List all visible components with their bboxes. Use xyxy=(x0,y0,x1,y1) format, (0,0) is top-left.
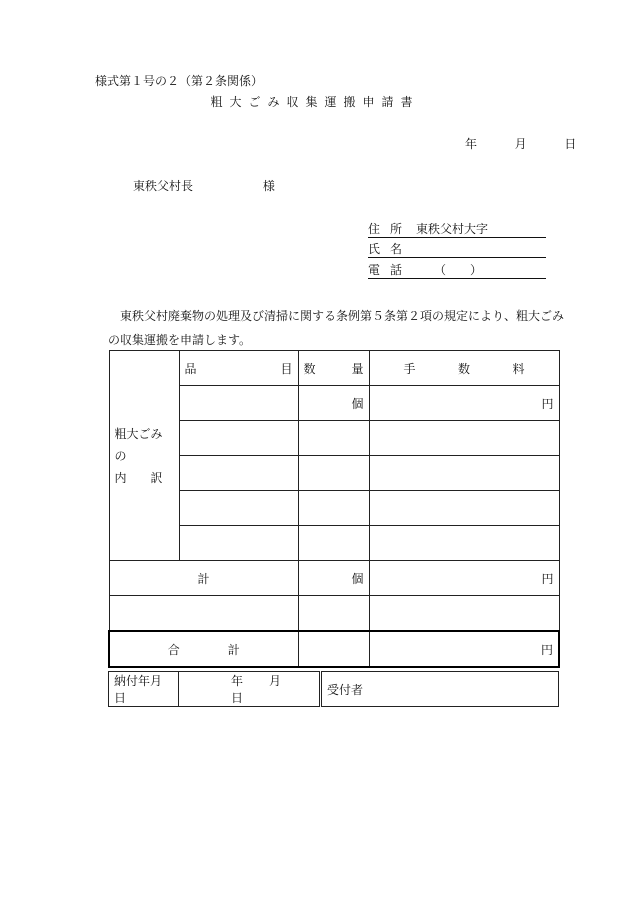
application-statement: 東秩父村廃棄物の処理及び清掃に関する条例第５条第２項の規定により、粗大ごみの収集運搬を申請します。 xyxy=(108,309,565,347)
payment-month: 月 xyxy=(269,674,282,688)
total-row xyxy=(109,631,559,667)
applicant-phone-field[interactable] xyxy=(368,261,546,279)
form-number: 様式第１号の２（第２条関係） xyxy=(95,74,264,88)
total-qty-cell[interactable] xyxy=(298,631,369,667)
fee-cell[interactable] xyxy=(369,491,559,526)
address-label: 住所 xyxy=(368,222,413,236)
applicant-address-field[interactable] xyxy=(368,220,546,238)
blank-qty-cell[interactable] xyxy=(298,596,369,632)
payment-day: 日 xyxy=(231,691,244,705)
breakdown-label-2: 内 訳 xyxy=(114,470,163,485)
table-header-row xyxy=(109,351,559,386)
col-header-fee: 手 数 料 xyxy=(369,351,559,386)
breakdown-label-1: 粗大ごみの xyxy=(114,426,163,463)
address-value: 東秩父村大字 xyxy=(416,222,489,236)
blank-fee-cell[interactable] xyxy=(369,596,559,632)
subtotal-label: 計 xyxy=(109,561,298,596)
items-table xyxy=(108,350,560,668)
phone-value: （ ） xyxy=(434,263,483,277)
application-date xyxy=(465,135,576,152)
addressee-suffix: 様 xyxy=(262,179,275,193)
qty-cell[interactable] xyxy=(298,456,369,491)
qty-cell[interactable]: 個 xyxy=(298,386,369,421)
total-fee-cell[interactable]: 円 xyxy=(369,631,559,667)
qty-cell[interactable] xyxy=(298,491,369,526)
col-header-item: 品 目 xyxy=(179,351,298,386)
fee-cell[interactable] xyxy=(369,526,559,561)
qty-cell[interactable] xyxy=(298,421,369,456)
subtotal-row xyxy=(109,561,559,596)
addressee-name: 東秩父村長 xyxy=(133,179,194,193)
subtotal-qty-cell[interactable]: 個 xyxy=(298,561,369,596)
receiver-label: 受付者 xyxy=(327,682,364,697)
applicant-name-field[interactable] xyxy=(368,240,546,258)
blank-row xyxy=(109,596,559,632)
fee-cell[interactable] xyxy=(369,456,559,491)
document-title: 粗大ごみ収集運搬申請書 xyxy=(210,95,420,109)
date-month: 月 xyxy=(514,137,527,151)
subtotal-fee-cell[interactable]: 円 xyxy=(369,561,559,596)
breakdown-label-cell xyxy=(109,351,179,561)
payment-table xyxy=(108,671,559,707)
payment-row xyxy=(109,672,559,707)
col-header-qty: 数 量 xyxy=(298,351,369,386)
receiver-cell[interactable] xyxy=(321,672,559,707)
blank-cell[interactable] xyxy=(109,596,298,632)
date-year: 年 xyxy=(465,137,478,151)
payment-year: 年 xyxy=(231,674,244,688)
total-label: 合 計 xyxy=(109,631,298,667)
payment-date-cell[interactable] xyxy=(179,672,321,707)
phone-label: 電話 xyxy=(368,263,413,277)
name-label: 氏名 xyxy=(368,242,413,256)
fee-cell[interactable] xyxy=(369,421,559,456)
item-cell[interactable] xyxy=(179,456,298,491)
payment-date-label: 納付年月日 xyxy=(109,672,179,707)
item-cell[interactable] xyxy=(179,491,298,526)
item-cell[interactable] xyxy=(179,386,298,421)
date-day: 日 xyxy=(564,137,577,151)
item-cell[interactable] xyxy=(179,526,298,561)
item-cell[interactable] xyxy=(179,421,298,456)
fee-cell[interactable]: 円 xyxy=(369,386,559,421)
qty-cell[interactable] xyxy=(298,526,369,561)
addressee xyxy=(133,177,275,194)
